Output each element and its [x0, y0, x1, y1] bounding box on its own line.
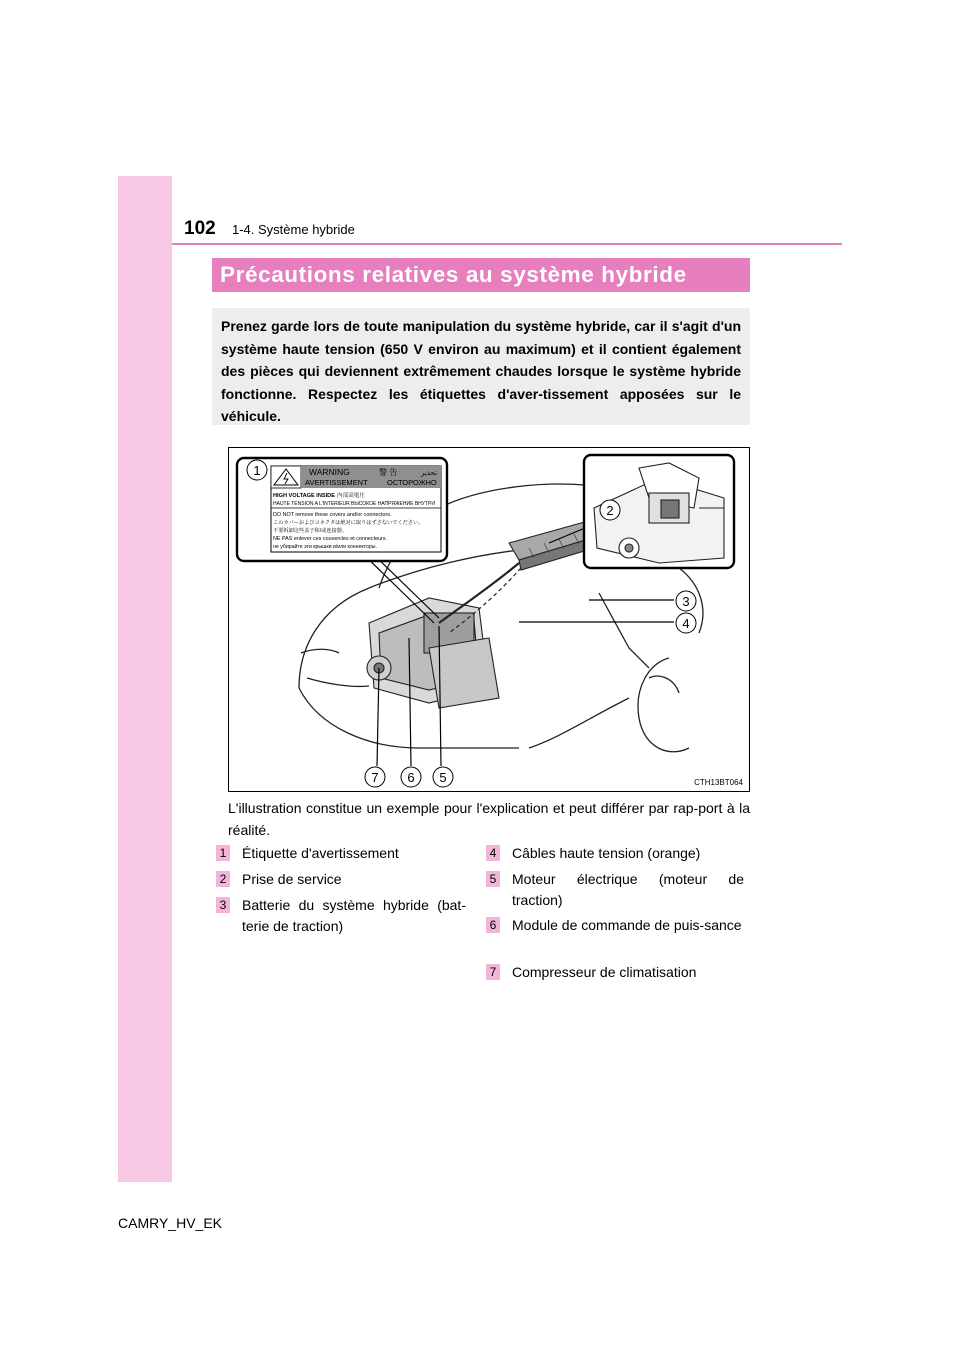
legend-text: Module de commande de puis-sance [512, 917, 742, 933]
warning-word: WARNING [309, 467, 350, 477]
legend-number: 2 [216, 871, 230, 887]
label-russian-high: ВЫСОКОЕ НАПРЯЖЕНИЕ ВНУТРИ [351, 501, 435, 507]
label-high-voltage: HIGH VOLTAGE INSIDE [273, 493, 335, 499]
callout-3: 3 [682, 594, 690, 609]
label-do-not: DO NOT remove these covers and/or connectors. [273, 512, 392, 518]
header-rule [172, 243, 842, 245]
legend-number: 6 [486, 917, 500, 933]
callout-1: 1 [253, 463, 261, 478]
callout-5: 5 [439, 770, 447, 785]
legend-text: Prise de service [242, 871, 342, 887]
callout-6: 6 [407, 770, 415, 785]
hybrid-system-illustration [228, 447, 750, 792]
legend-text: Compresseur de climatisation [512, 964, 697, 980]
legend-number: 7 [486, 964, 500, 980]
footer-model-code: CAMRY_HV_EK [118, 1215, 223, 1231]
warning-label-callout [237, 458, 447, 561]
legend-text: Batterie du système hybride (bat-terie de traction) [242, 897, 466, 934]
warning-avertissement: AVERTISSEMENT [305, 478, 368, 487]
figure-caption: L'illustration constitue un exemple pour l'explication et peut différer par rap-port à la réalité. [228, 800, 750, 838]
label-haute-tension: HAUTE TENSION A L'INTERIEUR [273, 501, 350, 507]
label-jp-line1: このカバーおよびコネクタは絶対に取りはずさないでください。 [273, 520, 424, 526]
legend-text: Étiquette d'avertissement [242, 845, 399, 861]
section-label: 1-4. Système hybride [232, 222, 355, 237]
legend-number: 5 [486, 871, 500, 887]
label-jp-line2: 不要拆卸这些盖子和/或连接器。 [273, 528, 348, 534]
section-title: Précautions relatives au système hybride [212, 258, 750, 292]
callout-2: 2 [606, 503, 614, 518]
label-ne-pas: NE PAS enlever ces couvercles et connecteurs. [273, 536, 388, 542]
warning-arabic: تحذير [421, 470, 437, 477]
side-thumb-band [118, 176, 172, 1182]
callout-4: 4 [682, 616, 690, 631]
legend-number: 1 [216, 845, 230, 861]
warning-kanji: 警 告 [379, 468, 398, 477]
legend-number: 4 [486, 845, 500, 861]
label-russian-line: не убирайте эти крышки и/или коннекторы. [273, 544, 377, 550]
callout-7: 7 [371, 770, 379, 785]
warning-russian: ОСТОРОЖНО [387, 478, 437, 487]
legend-text: Moteur électrique (moteur de traction) [512, 871, 744, 908]
label-jp-high-voltage: 内部高電圧 [337, 493, 365, 499]
legend-text: Câbles haute tension (orange) [512, 845, 701, 861]
engine-block [367, 598, 499, 708]
page-number: 102 [184, 218, 216, 239]
figure-code: CTH13BT064 [694, 778, 743, 787]
intro-box: Prenez garde lors de toute manipulation du système hybride, car il s'agit d'un système haute tension (650 V environ au maximum) et il contient également des pièces qui deviennent extrêmement chaudes lorsque le système hybride fonctionne. Respectez les étiquettes d'aver-tissement apposées sur le véhicule. [212, 308, 750, 425]
legend-number: 3 [216, 897, 230, 913]
